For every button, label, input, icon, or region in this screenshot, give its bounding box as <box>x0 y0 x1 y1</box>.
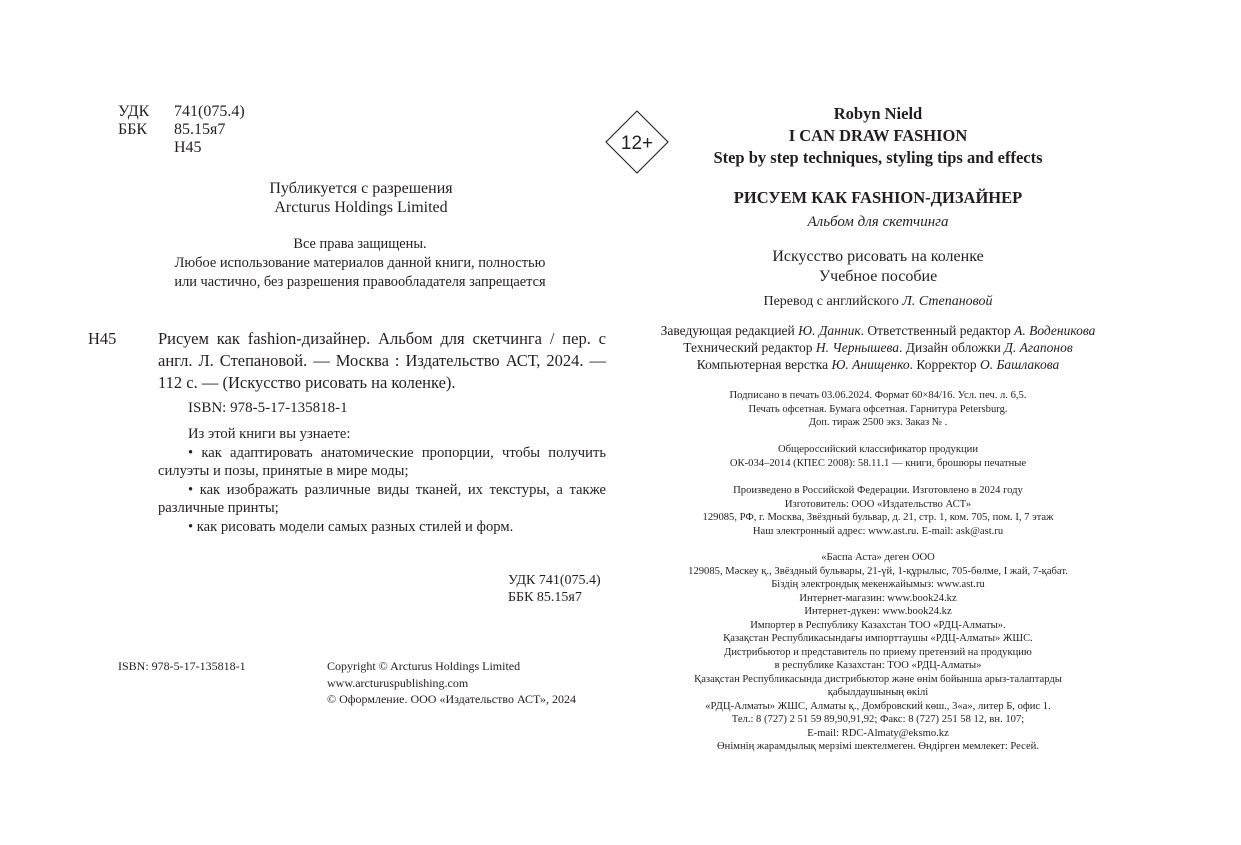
learn-item: • как адаптировать анатомические пропорции, чтобы получить силуэты и позы, принятые в мире моды; <box>158 444 606 479</box>
entry-text: Рисуем как fashion-дизайнер. Альбом для скетчинга / пер. с англ. Л. Степановой. — Москва : Издательство АСТ, 2024. — 112 с. — (Искусство рисовать на коленке). <box>158 329 606 392</box>
kz-line: Қазақстан Республикасында дистрибьютор және өнім бойынша арыз-талаптарды <box>694 673 1062 685</box>
rights-line: Любое использование материалов данной книги, полностью <box>174 255 546 271</box>
staff-name: Ю. Данник <box>798 323 861 338</box>
manufacturer-info <box>630 484 1126 538</box>
learn-list <box>118 425 606 536</box>
manufacturer-line: Наш электронный адрес: www.ast.ru. E-mail: ask@ast.ru <box>752 525 1004 537</box>
entry-tag: Н45 <box>88 329 117 348</box>
print-line: Подписано в печать 03.06.2024. Формат 60×84/16. Усл. печ. л. 6,5. <box>729 390 1027 401</box>
classifier-line: ОК-034–2014 (КПЕС 2008): 58.11.1 — книги, брошюры печатные <box>729 457 1027 469</box>
kz-line: «РДЦ-Алматы» ЖШС, Алматы қ., Домбровский көш., 3«а», литер Б, офис 1. <box>705 700 1051 712</box>
translator-name: Л. Степановой <box>902 294 993 309</box>
staff-name: Ю. Анищенко <box>831 357 910 372</box>
translation-label: Перевод с английского <box>763 294 899 309</box>
original-title: I CAN DRAW FASHION <box>788 126 968 145</box>
copyright-line: Copyright © Arcturus Holdings Limited <box>327 659 521 673</box>
staff-role: Ответственный редактор <box>867 323 1011 338</box>
staff-line: Компьютерная верстка Ю. Анищенко. Корректор О. Башлакова <box>696 357 1060 372</box>
staff-line: Технический редактор Н. Чернышева. Дизайн обложки Д. Агапонов <box>683 340 1073 355</box>
staff-line: Заведующая редакцией Ю. Данник. Ответственный редактор А. Воденикова <box>660 323 1096 338</box>
entry-codes <box>508 572 601 606</box>
learn-intro: Из этой книги вы узнаете: <box>188 426 351 442</box>
series-name: Искусство рисовать на коленке <box>772 248 984 265</box>
series-block <box>638 247 1118 287</box>
copyright-line: © Оформление. ООО «Издательство АСТ», 2024 <box>327 692 577 706</box>
author: Robyn Nield <box>833 104 923 123</box>
print-line: Доп. тираж 2500 экз. Заказ № . <box>808 417 948 428</box>
age-rating-text: 12+ <box>620 133 654 154</box>
footer-isbn: ISBN: 978-5-17-135818-1 <box>118 659 246 673</box>
code-key: УДК <box>118 103 150 120</box>
rights-notice <box>140 235 580 292</box>
staff-name: О. Башлакова <box>979 357 1060 372</box>
entry-isbn: ISBN: 978-5-17-135818-1 <box>188 400 348 416</box>
staff-role: Корректор <box>916 357 977 372</box>
kz-line: E-mail: RDC-Almaty@eksmo.kz <box>807 727 949 739</box>
copyright-line: www.arcturuspublishing.com <box>327 675 469 690</box>
original-title-block <box>638 103 1118 169</box>
kz-line: Тел.: 8 (727) 2 51 59 89,90,91,92; Факс: 8 (727) 251 58 12, вн. 107; <box>731 714 1025 725</box>
permission-line: Arcturus Holdings Limited <box>274 199 448 216</box>
kz-line: Біздің электрондық мекенжайымыз: www.ast.ru <box>771 579 985 590</box>
publication-permission <box>230 179 492 217</box>
staff-role: Технический редактор <box>683 340 813 355</box>
print-line: Печать офсетная. Бумага офсетная. Гарнитура Petersburg. <box>748 403 1008 415</box>
kz-line: Өнімнің жарамдылық мерзімі шектелмеген. Өндірген мемлекет: Ресей. <box>717 741 1039 752</box>
code-key <box>118 139 174 157</box>
permission-line: Публикуется с разрешения <box>269 180 453 197</box>
kz-line: в республике Казахстан: ТОО «РДЦ-Алматы» <box>774 660 982 671</box>
code-row <box>118 103 245 121</box>
code-key: ББК <box>118 121 148 138</box>
kz-line: қабылдаушының өкілі <box>827 687 929 698</box>
rights-line: или частично, без разрешения правообладателя запрещается <box>174 274 546 290</box>
staff-name: А. Воденикова <box>1014 323 1096 338</box>
print-info <box>630 389 1126 430</box>
code-value: 85.15я7 <box>174 121 226 138</box>
kz-line: Интернет-дүкен: www.book24.kz <box>804 606 952 617</box>
code-row <box>118 139 245 157</box>
entry-code: ББК 85.15я7 <box>508 590 582 605</box>
staff-name: Н. Чернышева <box>815 340 900 355</box>
manufacturer-line: Произведено в Российской Федерации. Изготовлено в 2024 году <box>733 485 1023 496</box>
code-row <box>118 121 245 139</box>
staff-name: Д. Агапонов <box>1004 340 1073 355</box>
product-classifier <box>630 443 1126 470</box>
manufacturer-line: Изготовитель: ООО «Издательство АСТ» <box>784 498 972 510</box>
staff-credits <box>630 322 1126 373</box>
code-value: 741(075.4) <box>174 103 245 120</box>
original-subtitle: Step by step techniques, styling tips and effects <box>713 148 1043 167</box>
classifier-line: Общероссийский классификатор продукции <box>777 444 979 455</box>
kz-line: Интернет-магазин: www.book24.kz <box>799 592 957 604</box>
kz-line: «Баспа Аста» деген ООО <box>821 552 935 563</box>
kz-line: 129085, Мәскеу қ., Звёздный бульвары, 21-үй, 1-құрылыс, 705-бөлме, I жай, 7-қабат. <box>688 565 1068 577</box>
classification-codes <box>118 103 245 157</box>
rights-line: Все права защищены. <box>293 236 427 252</box>
translation-credit <box>638 294 1118 310</box>
kz-line: Дистрибьютор и представитель по приему претензий на продукцию <box>724 646 1032 658</box>
russian-title: РИСУЕМ КАК FASHION-ДИЗАЙНЕР <box>733 188 1023 207</box>
learn-item: • как изображать различные виды тканей, их текстуры, а также различные принты; <box>158 481 606 516</box>
entry-record <box>88 328 606 394</box>
entry-code: УДК 741(075.4) <box>508 573 601 588</box>
bibliographic-entry <box>88 328 606 605</box>
kazakhstan-info <box>630 551 1126 754</box>
learn-item: • как рисовать модели самых разных стилей и форм. <box>188 518 514 535</box>
kz-line: Қазақстан Республикасындағы импорттаушы «РДЦ-Алматы» ЖШС. <box>723 633 1033 644</box>
book-type: Учебное пособие <box>818 268 938 285</box>
kz-line: Импортер в Республику Казахстан ТОО «РДЦ-Алматы». <box>750 619 1006 631</box>
footer-copyright <box>327 658 576 708</box>
manufacturer-line: 129085, РФ, г. Москва, Звёздный бульвар, д. 21, стр. 1, ком. 705, пом. I, 7 этаж <box>702 512 1054 523</box>
staff-role: Дизайн обложки <box>905 340 1001 355</box>
staff-role: Компьютерная верстка <box>696 357 829 372</box>
code-value: Н45 <box>174 139 202 156</box>
russian-subtitle: Альбом для скетчинга <box>807 214 949 230</box>
staff-role: Заведующая редакцией <box>660 323 795 338</box>
